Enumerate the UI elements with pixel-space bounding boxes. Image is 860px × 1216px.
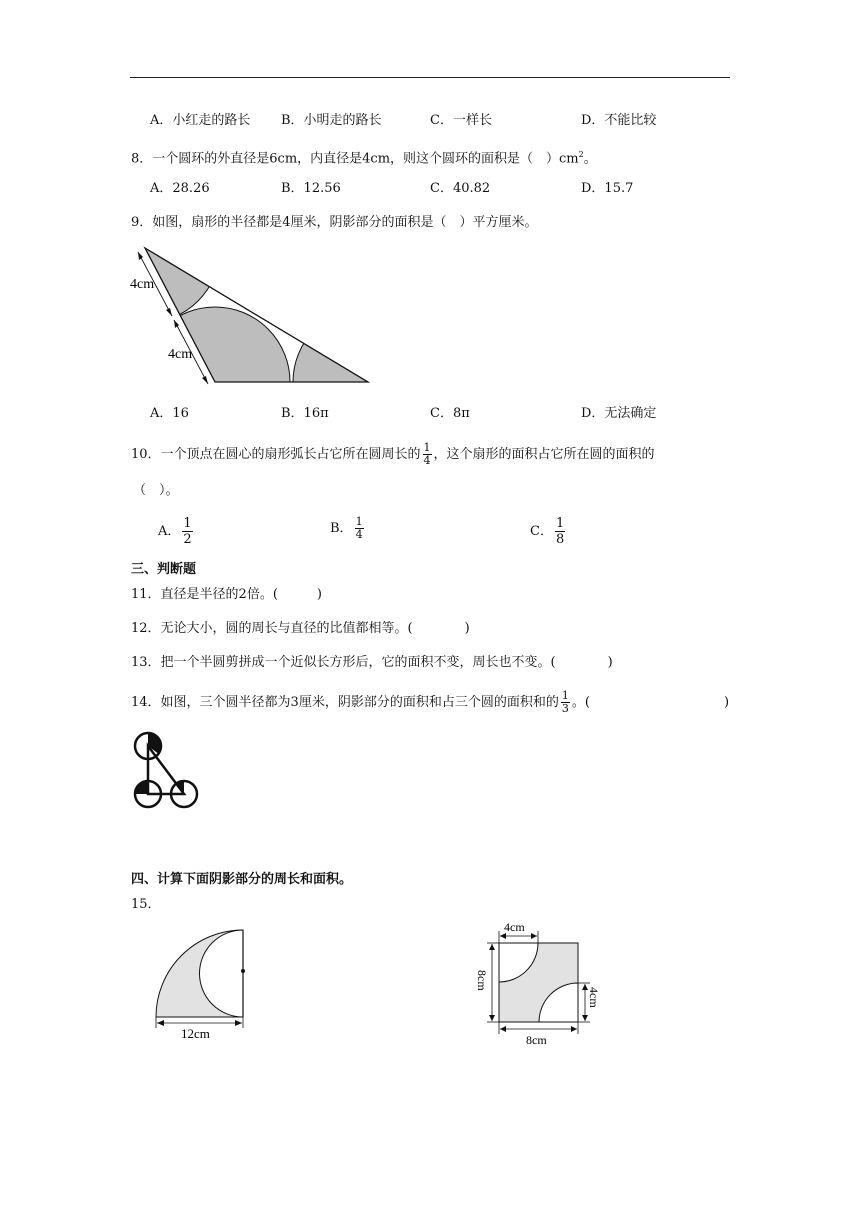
q15-figure-quarter-circle [150, 925, 255, 1045]
section-4-title: 四、计算下面阴影部分的周长和面积。 [131, 872, 353, 887]
q9-label-top: 4cm [130, 277, 155, 292]
q10-option-c-num: 1 [555, 516, 565, 531]
q14-frac-den: 3 [561, 702, 569, 715]
q10-stem-part2: ，这个扇形的面积占它所在圆的面积的 [433, 447, 655, 462]
q10-stem-line2: （ ）。 [133, 483, 179, 498]
q10-option-c-frac [555, 516, 565, 547]
q10-option-a-num: 1 [183, 516, 192, 531]
q7-option-d[interactable]: D．不能比较 [581, 113, 657, 128]
header-rule [130, 77, 730, 78]
q12-text: 12．无论大小，圆的周长与直径的比值都相等。( ) [131, 621, 470, 636]
q10-fraction [423, 442, 432, 467]
q10-option-a-frac [182, 516, 192, 547]
q14-close-paren: ) [724, 695, 730, 710]
q7-option-b[interactable]: B．小明走的路长 [281, 113, 382, 128]
q14-fraction [561, 690, 570, 715]
q14-triangle [148, 746, 184, 794]
q15-figure-square [470, 915, 615, 1050]
q10-frac-num: 1 [423, 441, 431, 454]
q15-fig2-left-label: 8cm [475, 970, 489, 991]
q15-fig2-bottom-label: 8cm [526, 1033, 547, 1047]
q7-option-a[interactable]: A．小红走的路长 [150, 113, 251, 128]
q10-option-c[interactable] [530, 516, 567, 547]
q10-option-b[interactable] [330, 516, 366, 541]
q8-option-c[interactable]: C．40.82 [430, 181, 491, 196]
q9-label-bottom: 4cm [168, 347, 193, 362]
q15-fig1-label: 12cm [181, 1026, 210, 1041]
q7-option-c[interactable]: C．一样长 [430, 113, 492, 128]
q14-part2: 。( [571, 695, 590, 710]
q8-stem-end: 。 [583, 151, 597, 167]
q8-option-d[interactable]: D．15.7 [581, 181, 634, 196]
q10-option-a-den: 2 [183, 532, 192, 547]
q8-option-a[interactable]: A．28.26 [150, 181, 210, 196]
q10-option-a[interactable] [158, 516, 195, 547]
q9-option-c[interactable]: C．8π [430, 406, 470, 421]
q8-option-b[interactable]: B．12.56 [281, 181, 341, 196]
q9-option-a[interactable]: A．16 [150, 406, 189, 421]
q8-stem [131, 146, 597, 168]
q10-option-a-label: A． [158, 524, 181, 539]
section-3-title: 三、判断题 [131, 562, 197, 577]
q10-stem [131, 442, 655, 467]
q9-triangle-figure [120, 240, 380, 390]
q8-unit-sup: 2 [578, 150, 584, 159]
q10-option-c-den: 8 [555, 532, 565, 547]
q10-stem-part1: 10．一个顶点在圆心的扇形弧长占它所在圆周长的 [131, 447, 421, 462]
q9-option-d[interactable]: D．无法确定 [581, 406, 657, 421]
q10-option-b-den: 4 [355, 528, 363, 541]
q14-frac-num: 1 [561, 689, 569, 702]
q10-option-c-label: C． [530, 524, 553, 539]
q14-stem [131, 690, 590, 715]
q10-frac-den: 4 [423, 454, 431, 467]
q15-fig2-top-label: 4cm [504, 920, 525, 934]
q9-stem: 9．如图，扇形的半径都是4厘米，阴影部分的面积是（ ）平方厘米。 [131, 215, 538, 230]
q10-option-b-label: B． [330, 521, 353, 536]
q9-option-b[interactable]: B．16π [281, 406, 329, 421]
q8-stem-text: 8．一个圆环的外直径是6cm，内直径是4cm，则这个圆环的面积是（ ）cm [131, 151, 579, 167]
q13-text: 13．把一个半圆剪拼成一个近似长方形后，它的面积不变，周长也不变。( ) [131, 655, 613, 670]
q10-option-b-num: 1 [355, 515, 363, 528]
q11-text: 11．直径是半径的2倍。( ) [131, 587, 322, 602]
q10-option-b-frac [355, 516, 364, 541]
q15-number: 15． [131, 897, 161, 912]
q14-part1: 14．如图，三个圆半径都为3厘米，阴影部分的面积和占三个圆的面积和的 [131, 695, 559, 710]
q15-fig2-right-label: 4cm [587, 987, 601, 1008]
q14-circles-figure [130, 728, 205, 813]
